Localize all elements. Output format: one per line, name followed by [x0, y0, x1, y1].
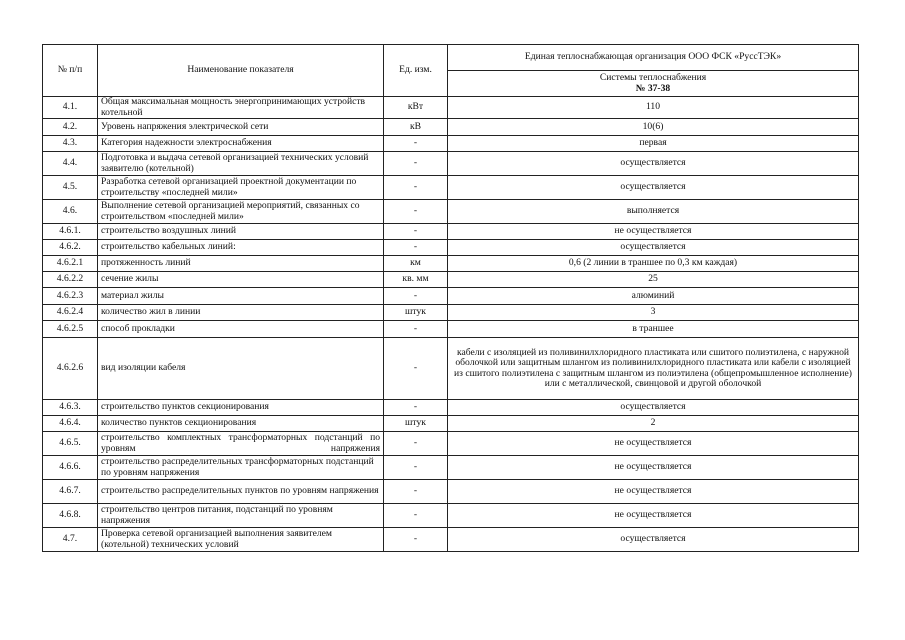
indicator-name: Подготовка и выдача сетевой организацией технических условий заявителю (котельной) [98, 152, 384, 176]
unit-cell: - [384, 400, 448, 416]
unit-cell: - [384, 136, 448, 152]
row-number: 4.2. [43, 119, 98, 136]
row-number: 4.6.2.5 [43, 321, 98, 338]
unit-cell: штук [384, 416, 448, 432]
row-number: 4.4. [43, 152, 98, 176]
indicator-name: строительство распределительных пунктов по уровням напряжения [98, 480, 384, 504]
row-number: 4.6. [43, 200, 98, 224]
unit-cell: - [384, 200, 448, 224]
indicator-name: способ прокладки [98, 321, 384, 338]
unit-cell: км [384, 256, 448, 272]
unit-cell: - [384, 176, 448, 200]
unit-cell: - [384, 456, 448, 480]
row-number: 4.6.2.1 [43, 256, 98, 272]
value-cell: в траншее [448, 321, 859, 338]
value-cell: не осуществляется [448, 456, 859, 480]
row-number: 4.6.2.4 [43, 305, 98, 321]
table-row [43, 480, 859, 504]
table-row [43, 136, 859, 152]
table-row [43, 240, 859, 256]
unit-cell: - [384, 240, 448, 256]
unit-cell: - [384, 528, 448, 552]
indicator-name: Выполнение сетевой организацией мероприятий, связанных со строительством «последней мили» [98, 200, 384, 224]
indicator-name: строительство кабельных линий: [98, 240, 384, 256]
table-row [43, 400, 859, 416]
row-number: 4.6.2.3 [43, 288, 98, 305]
value-cell: алюминий [448, 288, 859, 305]
row-number: 4.6.5. [43, 432, 98, 456]
value-cell: осуществляется [448, 400, 859, 416]
indicators-table [42, 44, 859, 552]
table-row [43, 338, 859, 400]
header-systems [448, 71, 859, 97]
unit-cell: - [384, 224, 448, 240]
header-row [43, 45, 859, 71]
value-cell: 2 [448, 416, 859, 432]
table-row [43, 200, 859, 224]
row-number: 4.6.1. [43, 224, 98, 240]
value-cell: не осуществляется [448, 224, 859, 240]
row-number: 4.6.8. [43, 504, 98, 528]
value-cell: 0,6 (2 линии в траншее по 0,3 км каждая) [448, 256, 859, 272]
row-number: 4.6.4. [43, 416, 98, 432]
unit-cell: кВт [384, 97, 448, 119]
value-cell: осуществляется [448, 240, 859, 256]
unit-cell: - [384, 504, 448, 528]
table-row [43, 176, 859, 200]
table-row [43, 288, 859, 305]
value-cell: осуществляется [448, 176, 859, 200]
value-cell: 25 [448, 272, 859, 288]
header-org: Единая теплоснабжающая организация ООО ФСК «РуссТЭК» [448, 45, 859, 71]
indicator-name: Общая максимальная мощность энергопринимающих устройств котельной [98, 97, 384, 119]
value-cell: кабели с изоляцией из поливинилхлоридного пластиката или сшитого полиэтилена, с наружной оболочкой или защитным шлангом из поливинилхлоридного пластиката или кабели с изоляцией из сшитого полиэтилена с защитным шлангом из полиэтилена (общепромышленное исполнение) или с металлической, свинцовой и другой оболочкой [448, 338, 859, 400]
unit-cell: штук [384, 305, 448, 321]
unit-cell: - [384, 152, 448, 176]
value-cell: первая [448, 136, 859, 152]
row-number: 4.1. [43, 97, 98, 119]
indicator-name: количество пунктов секционирования [98, 416, 384, 432]
table-row [43, 456, 859, 480]
table-row [43, 504, 859, 528]
unit-cell: - [384, 288, 448, 305]
indicator-name: протяженность линий [98, 256, 384, 272]
indicator-name: Категория надежности электроснабжения [98, 136, 384, 152]
table-row [43, 152, 859, 176]
unit-cell: кв. мм [384, 272, 448, 288]
indicator-name: материал жилы [98, 288, 384, 305]
unit-cell: - [384, 480, 448, 504]
value-cell: не осуществляется [448, 480, 859, 504]
table-row [43, 272, 859, 288]
table-row [43, 119, 859, 136]
value-cell: выполняется [448, 200, 859, 224]
unit-cell: - [384, 338, 448, 400]
table-row [43, 224, 859, 240]
header-num: № п/п [43, 45, 98, 97]
header-name: Наименование показателя [98, 45, 384, 97]
row-number: 4.6.7. [43, 480, 98, 504]
header-systems-label: Системы теплоснабжения [599, 72, 707, 84]
indicator-name: Разработка сетевой организацией проектной документации по строительству «последней мили» [98, 176, 384, 200]
indicator-name: Уровень напряжения электрической сети [98, 119, 384, 136]
value-cell: 10(6) [448, 119, 859, 136]
row-number: 4.6.3. [43, 400, 98, 416]
indicator-name: строительство распределительных трансформаторных подстанций по уровням напряжения [98, 456, 384, 480]
indicator-name: Проверка сетевой организацией выполнения заявителем (котельной) технических условий [98, 528, 384, 552]
value-cell: 110 [448, 97, 859, 119]
indicator-name: строительство комплектных трансформаторных подстанций по уровням напряжения [98, 432, 384, 456]
table-row [43, 528, 859, 552]
row-number: 4.6.2. [43, 240, 98, 256]
header-unit: Ед. изм. [384, 45, 448, 97]
table-row [43, 97, 859, 119]
value-cell: 3 [448, 305, 859, 321]
indicator-name: количество жил в линии [98, 305, 384, 321]
row-number: 4.3. [43, 136, 98, 152]
value-cell: не осуществляется [448, 504, 859, 528]
table-row [43, 416, 859, 432]
value-cell: не осуществляется [448, 432, 859, 456]
indicator-name: сечение жилы [98, 272, 384, 288]
row-number: 4.7. [43, 528, 98, 552]
unit-cell: кВ [384, 119, 448, 136]
row-number: 4.6.6. [43, 456, 98, 480]
table-body [43, 45, 859, 552]
unit-cell: - [384, 321, 448, 338]
indicator-name: строительство пунктов секционирования [98, 400, 384, 416]
unit-cell: - [384, 432, 448, 456]
indicator-name: строительство центров питания, подстанций по уровням напряжения [98, 504, 384, 528]
row-number: 4.6.2.6 [43, 338, 98, 400]
value-cell: осуществляется [448, 528, 859, 552]
table-row [43, 432, 859, 456]
value-cell: осуществляется [448, 152, 859, 176]
indicator-name: строительство воздушных линий [98, 224, 384, 240]
indicator-name: вид изоляции кабеля [98, 338, 384, 400]
row-number: 4.6.2.2 [43, 272, 98, 288]
table-row [43, 305, 859, 321]
table-row [43, 321, 859, 338]
table-row [43, 256, 859, 272]
row-number: 4.5. [43, 176, 98, 200]
header-systems-num: № 37-38 [635, 82, 671, 94]
